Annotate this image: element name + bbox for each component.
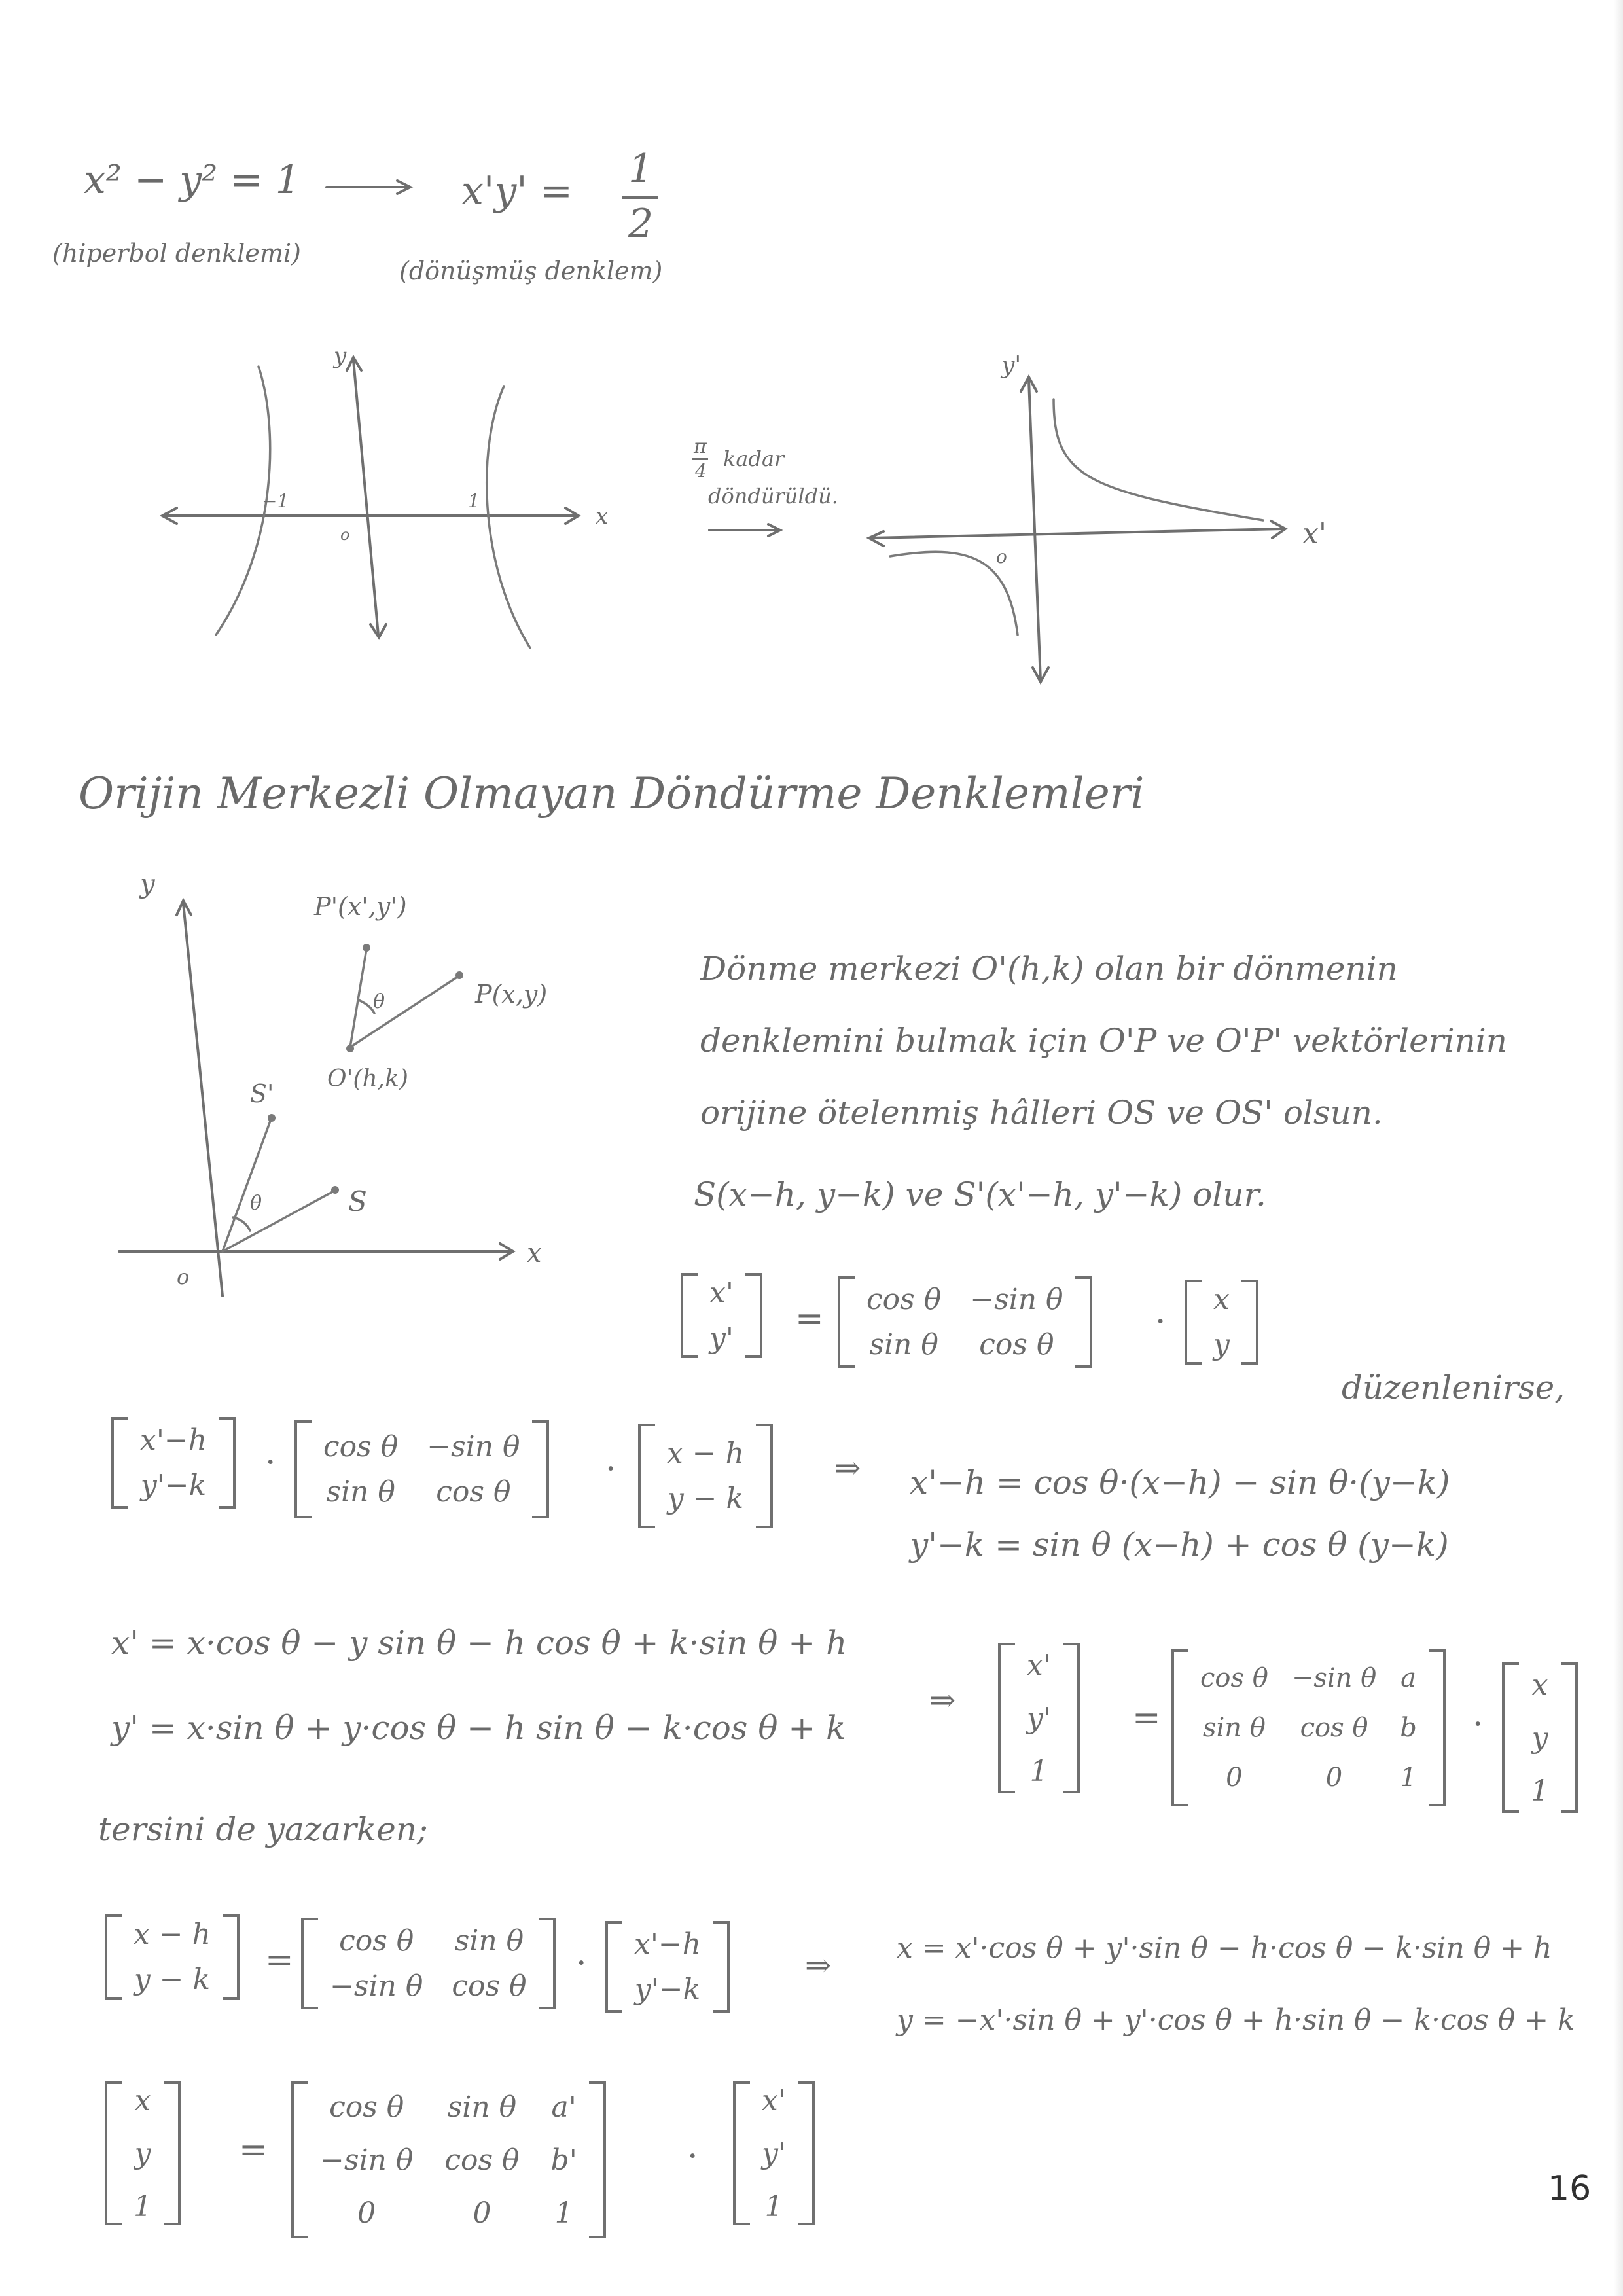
matrix-eq2-rotation (294, 1420, 549, 1518)
implies-arrow-icon: ⇒ (805, 1947, 832, 1984)
hyperbola-equation: x² − y² = 1 (84, 157, 300, 203)
cell: x (1213, 1283, 1230, 1316)
cell: 0 (357, 2196, 376, 2230)
cell: 1 (1029, 1754, 1048, 1788)
matrix-eq1-rotation (838, 1276, 1092, 1368)
cell: x' (709, 1276, 734, 1310)
angle-arc-lower (233, 1217, 250, 1230)
point-s-prime (268, 1114, 276, 1122)
tick-one: 1 (468, 490, 480, 512)
cell: y (1531, 1721, 1548, 1755)
origin-label-2: o (996, 546, 1007, 567)
cell: 1 (554, 2196, 573, 2230)
cell: cos θ (1300, 1713, 1368, 1743)
rearranged-label: düzenlenirse, (1342, 1369, 1565, 1407)
cell: a' (551, 2090, 577, 2124)
cell: −sin θ (320, 2143, 414, 2177)
cell: sin θ (869, 1328, 938, 1361)
rotation-note-line1: kadar (723, 446, 785, 471)
cell: cos θ (1200, 1663, 1268, 1693)
inverse-label: tersini de yazarken; (98, 1810, 428, 1848)
cell: y' (762, 2136, 786, 2170)
cell: −sin θ (330, 1969, 423, 2003)
explanation-line1: Dönme merkezi O'(h,k) olan bir dönmenin (700, 950, 1398, 988)
cell: cos θ (452, 1969, 527, 2003)
diagram-x-label: x (527, 1238, 542, 1268)
matrix-eq1-vector (1185, 1280, 1258, 1365)
cell: sin θ (326, 1475, 395, 1509)
label-s: S (348, 1185, 367, 1217)
cell: cos θ (866, 1283, 942, 1316)
section-heading: Orijin Merkezli Olmayan Döndürme Denklemleri (79, 768, 1145, 819)
cell: 0 (1226, 1763, 1243, 1793)
matrix-eq3-vector (1502, 1662, 1578, 1813)
y-axis (353, 360, 378, 635)
cell: y − k (134, 1963, 211, 1996)
label-p-prime: P'(x',y') (314, 892, 407, 921)
theta-lower: θ (250, 1192, 262, 1215)
cell: 1 (134, 2189, 152, 2223)
vector-o-prime-p (350, 977, 458, 1047)
multiply-dot: · (1472, 1705, 1484, 1744)
cell: x' (762, 2083, 786, 2117)
point-p (455, 971, 463, 979)
cell: b (1400, 1713, 1417, 1743)
multiply-dot: · (1155, 1302, 1166, 1342)
cell: cos θ (339, 1924, 414, 1958)
rotation-note-line2: döndürüldü. (708, 484, 838, 509)
cell: 0 (473, 2196, 491, 2230)
matrix-eq3-rotation (1171, 1649, 1446, 1806)
page-number: 16 (1548, 2169, 1592, 2208)
matrix-eq2-vector (638, 1424, 773, 1528)
matrix-eq4-vector (605, 1921, 730, 2013)
rotation-angle-num: π (694, 435, 707, 458)
rotated-equation-numerator: 1 (628, 146, 654, 192)
matrix-eq2-result1: x'−h = cos θ·(x−h) − sin θ·(y−k) (910, 1463, 1450, 1501)
matrix-eq5-lhs (105, 2081, 181, 2225)
diagram-y-axis (183, 903, 223, 1296)
x-prime-axis (870, 529, 1283, 538)
point-s (331, 1186, 339, 1194)
hyperbola-caption: (hiperbol denklemi) (52, 239, 301, 268)
cell: −sin θ (427, 1430, 520, 1463)
vector-os (223, 1191, 334, 1251)
expanded-x-prime: x' = x·cos θ − y sin θ − h cos θ + k·sin θ + h (111, 1624, 847, 1662)
multiply-dot: · (265, 1443, 276, 1482)
cell: −sin θ (970, 1283, 1063, 1316)
scan-edge (1614, 0, 1623, 2296)
explanation-line2: denklemini bulmak için O'P ve O'P' vektörlerinin (700, 1022, 1507, 1060)
cell: 0 (1325, 1763, 1343, 1793)
cell: sin θ (1202, 1713, 1266, 1743)
cell: cos θ (329, 2090, 404, 2124)
angle-arc-upper (359, 1000, 374, 1013)
implies-arrow-icon: ⇒ (834, 1450, 861, 1486)
label-s-prime: S' (250, 1079, 274, 1108)
cell: y − k (667, 1482, 744, 1515)
label-p: P(x,y) (475, 980, 548, 1009)
expanded-y-prime: y' = x·sin θ + y·cos θ − h sin θ − k·cos θ + k (111, 1709, 846, 1747)
vector-o-prime-p-prime (350, 949, 366, 1047)
matrix-eq5-rotation (291, 2081, 606, 2238)
equals-sign: = (265, 1941, 294, 1980)
y-prime-label: y' (1001, 352, 1022, 379)
vector-os-prime (223, 1119, 271, 1251)
equals-sign: = (239, 2130, 268, 2170)
rotation-arrow-icon (707, 520, 785, 540)
cell: b' (550, 2143, 577, 2177)
y-prime-axis (1029, 380, 1041, 681)
diagram-origin-label: o (177, 1265, 190, 1289)
cell: sin θ (454, 1924, 524, 1958)
equals-sign: = (795, 1299, 824, 1338)
explanation-line3: orijine ötelenmiş hâlleri OS ve OS' olsun. (700, 1094, 1383, 1132)
matrix-eq4-result1: x = x'·cos θ + y'·sin θ − h·cos θ − k·sin θ + h (897, 1931, 1552, 1965)
cell: x − h (667, 1437, 744, 1470)
cell: −sin θ (1291, 1663, 1377, 1693)
label-o-prime: O'(h,k) (327, 1066, 408, 1092)
cell: x' (1027, 1648, 1051, 1682)
matrix-eq2-lhs (111, 1417, 236, 1509)
x-axis-label: x (596, 503, 609, 529)
diagram-y-label: y (140, 869, 155, 899)
x-prime-label: x' (1302, 517, 1327, 550)
rotated-caption: (dönüşmüş denklem) (399, 257, 663, 285)
cell: 1 (764, 2189, 783, 2223)
cell: x'−h (634, 1928, 702, 1961)
cell: sin θ (447, 2090, 517, 2124)
cell: y' (1027, 1701, 1051, 1735)
matrix-eq4-result2: y = −x'·sin θ + y'·cos θ + h·sin θ − k·cos θ + k (897, 2003, 1575, 2037)
matrix-eq2-result2: y'−k = sin θ (x−h) + cos θ (y−k) (910, 1526, 1449, 1564)
cell: 1 (1531, 1774, 1549, 1808)
tick-neg-one: −1 (262, 490, 289, 512)
cell: x (134, 2083, 151, 2117)
cell: 1 (1400, 1763, 1417, 1793)
cell: y' (709, 1321, 734, 1355)
multiply-dot: · (605, 1450, 616, 1489)
cell: cos θ (979, 1328, 1054, 1361)
point-p-prime (363, 944, 370, 952)
matrix-eq4-rotation (301, 1918, 556, 2009)
cell: x − h (134, 1918, 211, 1951)
multiply-dot: · (576, 1944, 587, 1983)
cell: cos θ (444, 2143, 520, 2177)
rotation-diagram (111, 869, 582, 1309)
rotated-equation: x'y' = (461, 168, 573, 214)
matrix-eq3-lhs (998, 1643, 1080, 1793)
cell: x (1531, 1668, 1548, 1702)
multiply-dot: · (687, 2137, 698, 2176)
cell: y'−k (140, 1469, 207, 1502)
upper-branch (1054, 399, 1263, 520)
point-o-prime (346, 1045, 354, 1052)
hyperbola-graph (151, 343, 622, 661)
cell: y (1213, 1328, 1230, 1361)
matrix-eq1-lhs (681, 1273, 762, 1358)
cell: x'−h (140, 1424, 207, 1457)
rotated-equation-denominator: 2 (628, 201, 654, 247)
theta-upper: θ (373, 990, 385, 1013)
cell: cos θ (323, 1430, 399, 1463)
implies-arrow-icon: ⇒ (929, 1682, 956, 1719)
cell: cos θ (436, 1475, 511, 1509)
fraction-bar (622, 196, 658, 199)
rotation-angle-den: 4 (695, 460, 707, 482)
y-axis-label: y (334, 343, 347, 369)
cell: a (1400, 1663, 1416, 1693)
origin-label: o (340, 526, 350, 544)
equals-sign: = (1132, 1698, 1161, 1738)
rotated-hyperbola-graph (857, 353, 1355, 694)
cell: y'−k (634, 1973, 701, 2006)
cell: y (134, 2136, 151, 2170)
matrix-eq4-lhs (105, 1914, 240, 2000)
matrix-eq5-vector (733, 2081, 815, 2225)
arrow-icon (324, 177, 416, 196)
explanation-line4: S(x−h, y−k) ve S'(x'−h, y'−k) olur. (694, 1175, 1266, 1213)
